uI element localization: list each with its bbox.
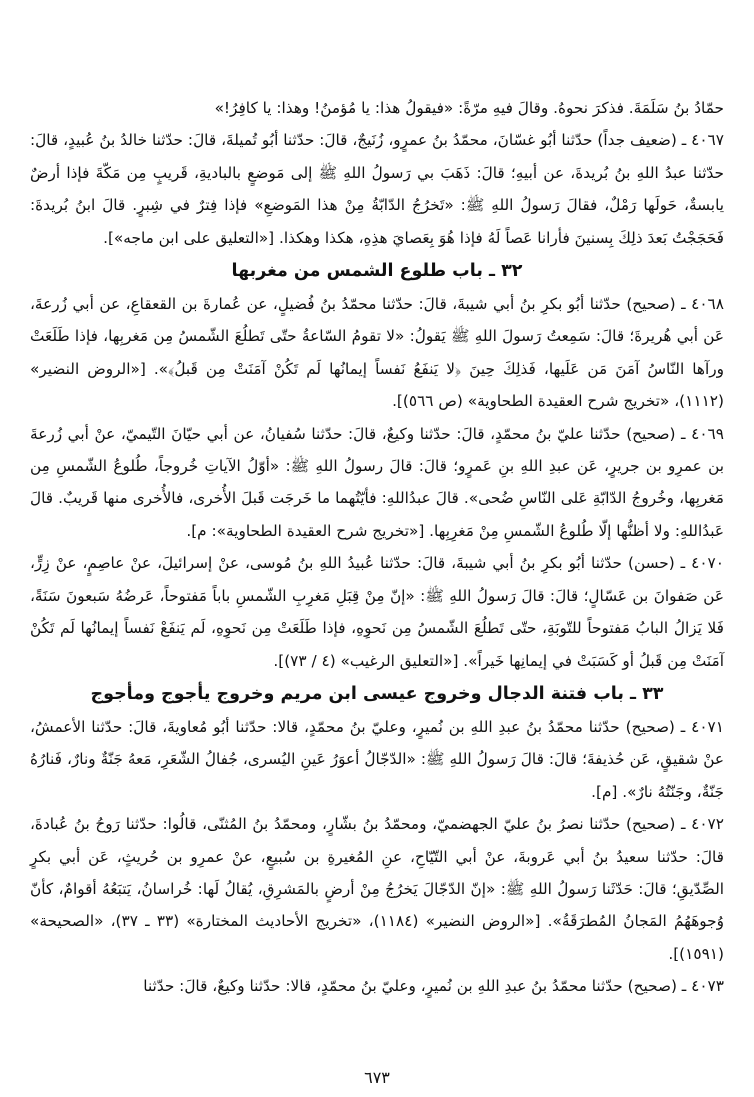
book-page: [30, 92, 724, 1057]
chapter-heading-33: ٣٣ ـ باب فتنة الدجال وخروج عيسى ابن مريم وخروج يأجوج ومأجوج: [90, 683, 664, 704]
hadith-4069: ٤٠٦٩ ـ (صحيح) حدّثنا عليّ بنُ محمّدٍ، قالَ: حدّثنا وكيعٌ، قالَ: حدّثنا سُفيانُ، عن أبي حيّانَ التّيميّ، عنْ أبي زُرعةَ بن عمرِو بن جريرٍ، عَن عبدِ اللهِ بنِ عَمرٍو؛ قالَ: قالَ رسولُ اللهِ ﷺ: «أوّلُ الآياتِ خُروجاً، طُلوعُ الشّمسِ مِن مَغربِها، وخُروجُ الدّابّةِ عَلى النّاسِ ضُحى». قالَ عبدُاللهِ: فأيّتُهما ما خَرجَت قَبلَ الأُخرى، فالأُخرى منها قَريبٌ. قالَ عَبدُاللهِ: ولا أظنُّها إلّا طُلوعُ الشّمسِ مِنْ مَغرِبِها. [«تخريج شرح العقيدة الطحاوية»: م].: [30, 424, 724, 540]
hadith-4068: ٤٠٦٨ ـ (صحيح) حدّثنا أبُو بكرِ بنُ أبي شيبةَ، قالَ: حدّثنا محمّدُ بنُ فُضيلٍ، عن عُمارةَ بن القعقاعِ، عن أبي زُرعةَ، عَن أبي هُريرةَ؛ قالَ: سَمِعتُ رَسولَ اللهِ ﷺ يَقولُ: «لا تقومُ السّاعةُ حتّى تَطلُعَ الشّمسُ مِن مَغربِها، فإذا طَلَعَتْ ورآها النّاسُ آمَنَ مَن عَلَيها، فَذلِكَ حِينَ ﴿لا يَنفَعُ نَفساً إيمانُها لَم تَكُنْ آمَنَتْ مِن قَبلُ﴾». [«الروض النضير» (١١١٢)، «تخريج شرح العقيدة الطحاوية» (ص ٥٦٦)].: [30, 295, 724, 411]
hadith-4072: ٤٠٧٢ ـ (صحيح) حدّثنا نصرُ بنُ عليّ الجهضميّ، ومحمّدُ بنُ بشّارٍ، ومحمّدُ بنُ المُثنّى، قالُوا: حدّثنا رَوحُ بنُ عُبادةَ، قالَ: حدّثنا سعيدُ بنُ أبي عَروبةَ، عنْ أبي التّيّاحِ، عنِ المُغيرةِ بن سُبيعٍ، عنْ عمرِو بن حُريثٍ، عَن أبي بكرٍ الصِّدّيقِ؛ قالَ: حَدّثَنا رَسولُ اللهِ ﷺ: «إنّ الدّجّالَ يَخرُجُ مِنْ أرضٍ بالمَشرِقِ، يُقالُ لَها: خُراسانُ، يَتبَعُهُ أقوامٌ، كأنّ وُجوهَهُمُ المَجانُ المُطرَقَةُ». [«الروض النضير» (١١٨٤)، «تخريج الأحاديث المختارة» (٣٣ ـ ٣٧)، «الصحيحة» (١٥٩١)].: [30, 815, 725, 963]
hadith-4070: ٤٠٧٠ ـ (حسن) حدّثنا أبُو بكرِ بنُ أبي شيبةَ، قالَ: حدّثنا عُبيدُ اللهِ بنُ مُوسى، عنْ إسرائيلَ، عنْ عاصِمٍ، عنْ زِرٍّ، عَن صَفوانَ بن عَسّالٍ؛ قالَ: قالَ رَسولُ اللهِ ﷺ: «إنّ مِنْ قِبَلِ مَغرِبِ الشّمسِ باباً مَفتوحاً، عَرضُهُ سَبعونَ سَنَةً، فَلا يَزالُ البابُ مَفتوحاً للتّوبَةِ، حتّى تَطلُعَ الشّمسُ مِن نَحوِهِ، فإذا طَلَعَتْ مِن نَحوِهِ، لَم يَنفَعْ نَفساً إيمانُها لَم تَكُنْ آمَنَتْ مِن قَبلُ أو كَسَبَتْ في إيمانِها خَيراً». [«التعليق الرغيب» (٤ / ٧٣)].: [30, 554, 724, 670]
paragraph-continuation: حمّادُ بنُ سَلَمَةَ. فذكرَ نحوهُ. وقالَ فيهِ مرّةً: «فيقولُ هذا: يا مُؤمنُ! وهذا: يا كافِرُ!»: [214, 99, 724, 117]
hadith-4071: ٤٠٧١ ـ (صحيح) حدّثنا محمّدُ بنُ عبدِ اللهِ بن نُميرٍ، وعليّ بنُ محمّدٍ، قالا: حدّثنا أبُو مُعاويةَ، قالَ: حدّثنا الأعمشُ، عنْ شقيقٍ، عَن حُذيفةَ؛ قالَ: قالَ رَسولُ اللهِ ﷺ: «الدّجّالُ أعوَرُ عَينِ اليُسرى، جُفالُ الشّعَرِ، مَعهُ جَنّةٌ ونارٌ، فَنارُهُ جَنّةٌ، وجَنّتُهُ نارٌ». [م].: [30, 717, 724, 801]
hadith-4067: ٤٠٦٧ ـ (ضعيف جداً) حدّثنا أبُو غسّانَ، محمّدُ بنُ عمرٍو، زُنَيجٌ، قالَ: حدّثنا أبُو تُميلةَ، قالَ: حدّثنا خالدُ بنُ عُبيدٍ، قالَ: حدّثنا عبدُ اللهِ بنُ بُريدةَ، عن أبيهِ؛ قالَ: ذَهَبَ بي رَسولُ اللهِ ﷺ إلى مَوضعٍ بالباديةِ، قَريبٍ مِن مَكّةَ فإذا أرضٌ يابسةٌ، حَولَها رَمْلٌ، فقالَ رَسولُ اللهِ ﷺ: «تَخرُجُ الدّابّةُ مِنْ هذا المَوضعِ» فإذا فِترٌ في شِبرٍ. قالَ ابنُ بُريدةَ: فَحَجَجْتُ بَعدَ ذلِكَ بِسنينَ فأرانا عَصاً لَهُ فإذا هُوَ بِعَصايَ هذِهِ، هكذا وهكذا. [«التعليق على ابن ماجه»].: [30, 131, 724, 247]
page-number: ٦٧٣: [364, 1068, 390, 1087]
chapter-heading-32: ٣٢ ـ باب طلوع الشمس من مغربها: [231, 261, 523, 282]
hadith-4073: ٤٠٧٣ ـ (صحيح) حدّثنا محمّدُ بنُ عبدِ اللهِ بن نُميرٍ، وعليّ بنُ محمّدٍ، قالا: حدّثنا وكيعٌ، قالَ: حدّثنا: [143, 977, 724, 996]
